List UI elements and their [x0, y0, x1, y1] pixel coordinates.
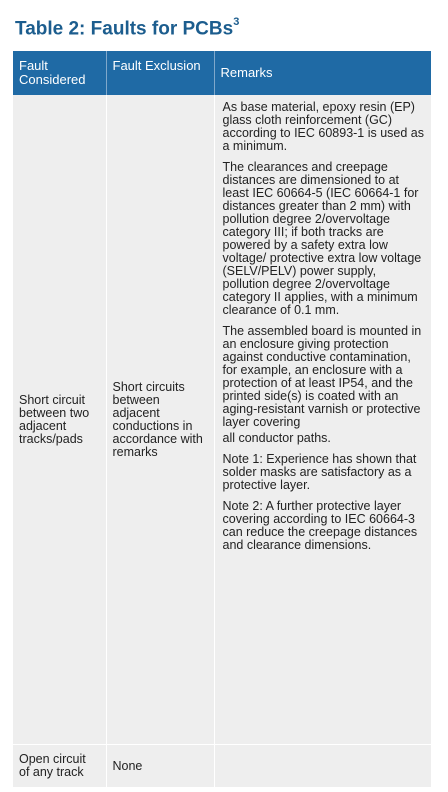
table-title [15, 18, 239, 40]
remark-note: Note 2: A further protective layer covering according to IEC 60664-3 can reduce the creepage distances and clearance dimensions. [222, 499, 418, 552]
remark-note: Note 1: Experience has shown that solder masks are satisfactory as a protective layer. [222, 452, 417, 492]
table-header-row [13, 51, 431, 95]
faults-table [13, 51, 431, 787]
remark-paragraph: The assembled board is mounted in an enclosure giving protection against conductive contamination, for example, an enclosure with a protection of at least IP54, and the printed side(s) is coated with an aging-resistant varnish or protective layer covering [222, 324, 422, 429]
header-remarks: Remarks [214, 51, 431, 95]
table-row [13, 745, 431, 788]
header-fault-exclusion: Fault Exclusion [106, 51, 214, 95]
cell-fault: Open circuit of any track [13, 745, 106, 788]
remark-paragraph: all conductor paths. [222, 431, 331, 445]
cell-remarks-empty [214, 745, 431, 788]
remark-paragraph: The clearances and creepage distances are dimensioned to at least IEC 60664-5 (IEC 60664-1 for distances greater than 2 mm) with pollution degree 2/overvoltage category III; if both tracks are powered by a safety extra low voltage/ protective extra low voltage (SELV/PELV) power supply, pollution degree 2/overvoltage category II applies, with a minimum clearance of 0.1 mm. [222, 160, 422, 317]
remark-paragraph: As base material, epoxy resin (EP) glass cloth reinforcement (GC) according to IEC 60893-1 is used as a minimum. [222, 100, 425, 153]
table-title-text: Table 2: Faults for PCBs [15, 18, 234, 40]
cell-fault: Short circuit between two adjacent tracks/pads [13, 95, 106, 745]
table-title-footnote: 3 [233, 16, 240, 28]
cell-remarks [214, 95, 431, 745]
table-row [13, 95, 431, 745]
cell-exclusion: Short circuits between adjacent conductions in accordance with remarks [106, 95, 214, 745]
header-fault-considered: Fault Considered [13, 51, 106, 95]
cell-exclusion: None [106, 745, 214, 788]
